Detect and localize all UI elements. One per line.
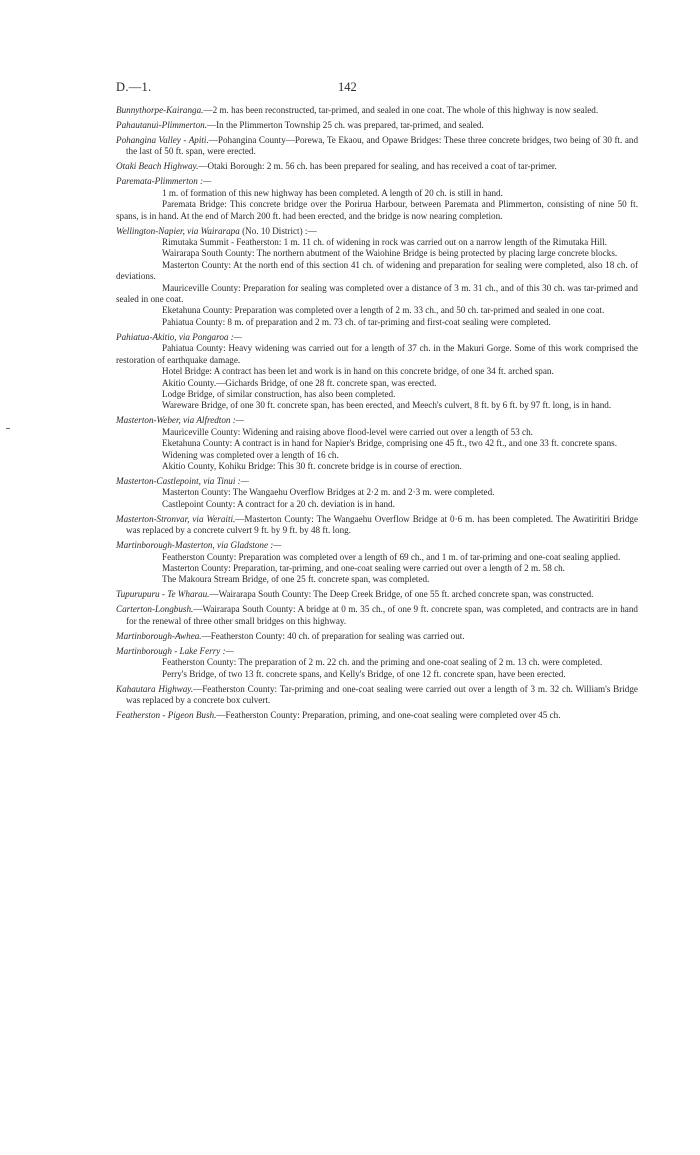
highway-name: Wellington-Napier, via Wairarapa [116, 225, 240, 236]
entry-paragraph: Wairarapa South County: The northern abutment of the Waiohine Bridge is being protected by placing large concrete blocks. [162, 248, 618, 259]
entry-paragraph: Widening was completed over a length of 16 ch. [162, 449, 339, 460]
highway-entry [116, 135, 638, 158]
highway-name: Pohangina Valley - Apiti. [116, 135, 209, 145]
highway-name: Masterton-Weber, via Alfredton :— [116, 415, 244, 426]
entry-heading [116, 604, 638, 627]
entry-paragraph: Wareware Bridge, of one 30 ft. concrete span, has been erected, and Meech's culvert, 8 ft. by 6 ft. by 97 ft. long, is in hand. [162, 400, 612, 411]
entry-paragraph: Akitio County.—Gichards Bridge, of one 28 ft. concrete span, was erected. [162, 377, 437, 388]
entry-heading [116, 135, 638, 158]
entry-paragraph: Castlepoint County: A contract for a 20 ch. deviation is in hand. [162, 498, 395, 509]
entry-paragraph: Pahiatua County: 8 m. of preparation and 2 m. 73 ch. of tar-priming and first-coat sealing were completed. [162, 316, 551, 327]
entry-text: —Wairarapa South County: A bridge at 0 m. 35 ch., of one 9 ft. concrete span, was completed, and contracts are in hand for the renewal of three other small bridges on this highway. [126, 604, 638, 626]
entry-text: —Featherston County: 40 ch. of preparation for sealing was carried out. [201, 630, 465, 641]
entry-text: —In the Plimmerton Township 25 ch. was prepared, tar-primed, and sealed. [207, 120, 484, 130]
highway-name: Bunnythorpe-Kairanga. [116, 105, 204, 115]
entry-paragraph: Featherston County: The preparation of 2 m. 22 ch. and the priming and one-coat sealing of 2 m. 13 ch. were completed. [162, 657, 603, 668]
highway-entry [116, 226, 638, 329]
highway-name: Pahiatua-Akitio, via Pongaroa :— [116, 331, 242, 342]
entry-paragraph: Perry's Bridge, of two 13 ft. concrete spans, and Kelly's Bridge, of one 12 ft. concrete span, have been erected. [162, 668, 566, 679]
entry-heading [116, 226, 638, 237]
entry-heading [116, 161, 638, 172]
entry-text: —Otaki Borough: 2 m. 56 ch. has been prepared for sealing, and has received a coat of tar-primer. [198, 161, 557, 172]
highway-name: Martinborough-Masterton, via Gladstone :— [116, 540, 282, 551]
entry-paragraph: Eketahuna County: A contract is in hand for Napier's Bridge, comprising one 45 ft., two 42 ft., and one 33 ft. concrete spans. [162, 438, 618, 449]
entry-heading [116, 514, 638, 537]
highway-entry [116, 684, 638, 707]
highway-entry [116, 710, 638, 721]
highway-entry [116, 332, 638, 412]
entry-text: —Masterton County: The Wangaehu Overflow Bridge at 0·6 m. has been completed. The Awatiritiri Bridge was replaced by a concrete culvert 9 ft. by 9 ft. by 48 ft. long. [126, 513, 638, 536]
entry-paragraph: Masterton County: Preparation, tar-priming, and one-coat sealing were carried out over a length of 2 m. 58 ch. [162, 562, 565, 573]
highway-entry [116, 540, 638, 586]
highway-name: Featherston - Pigeon Bush. [116, 710, 217, 720]
highway-entry [116, 631, 638, 642]
highway-name: Masterton-Castlepoint, via Tinui :— [116, 475, 249, 486]
entry-heading [116, 540, 638, 551]
highway-entry [116, 120, 638, 131]
entry-paragraph: Featherston County: Preparation was completed over a length of 69 ch., and 1 m. of tar-priming and one-coat sealing applied. [162, 551, 621, 562]
highway-entry [116, 589, 638, 600]
highway-name: Carterton-Longbush. [116, 604, 194, 615]
entry-paragraph: Eketahuna County: Preparation was completed over a length of 2 m. 33 ch., and 50 ch. tar-primed and sealed in one coat. [162, 305, 605, 316]
document-reference: D.—1. [116, 80, 152, 94]
highway-entry [116, 415, 638, 472]
margin-mark [6, 428, 10, 429]
highway-entry [116, 646, 638, 680]
highway-entry [116, 105, 638, 116]
highway-name: Martinborough - Lake Ferry :— [116, 645, 234, 656]
entry-heading [116, 415, 638, 426]
page-number: 142 [338, 80, 357, 94]
entry-heading [116, 332, 638, 343]
highway-entry [116, 176, 638, 222]
highway-entry [116, 604, 638, 627]
entry-heading [116, 710, 638, 721]
entry-heading [116, 646, 638, 657]
highway-name-suffix: (No. 10 District) :— [239, 225, 317, 236]
entry-heading [116, 476, 638, 487]
highway-name: Kahautara Highway. [116, 683, 194, 694]
entry-heading [116, 105, 638, 116]
highway-entry [116, 514, 638, 537]
highway-name: Otaki Beach Highway. [116, 161, 199, 172]
entry-heading [116, 120, 638, 131]
report-body [116, 105, 638, 725]
highway-name: Tupurupuru - Te Wharau. [116, 589, 210, 600]
highway-name: Martinborough-Awhea. [116, 630, 202, 641]
entry-paragraph: Mauriceville County: Preparation for sealing was completed over a distance of 3 m. 31 ch., and of this 30 ch. was tar-primed and sealed in one coat. [116, 282, 638, 305]
entry-paragraph: Hotel Bridge: A contract has been let and work is in hand on this concrete bridge, of one 34 ft. arched span. [162, 366, 554, 377]
entry-paragraph: 1 m. of formation of this new highway has been completed. A length of 20 ch. is still in hand. [162, 187, 503, 198]
highway-name: Pahautanui-Plimmerton. [116, 120, 207, 130]
highway-name: Masterton-Stronvar, via Weraiti. [116, 513, 236, 524]
entry-paragraph: Masterton County: At the north end of this section 41 ch. of widening and preparation for sealing were completed, also 18 ch. of deviations. [116, 259, 638, 282]
highway-entry [116, 161, 638, 172]
entry-text: —Wairarapa South County: The Deep Creek Bridge, of one 55 ft. arched concrete span, was constructed. [209, 589, 594, 600]
entry-paragraph: Lodge Bridge, of similar construction, has also been completed. [162, 388, 396, 399]
highway-name: Paremata-Plimmerton :— [116, 176, 212, 187]
entry-paragraph: Mauriceville County: Widening and raising above flood-level were carried out over a length of 53 ch. [162, 426, 533, 437]
entry-paragraph: Paremata Bridge: This concrete bridge over the Porirua Harbour, between Paremata and Plimmerton, consisting of nine 50 ft. spans, is in hand. At the end of March 200 ft. had been erected, and the bridge is now nearing completion. [116, 199, 638, 221]
entry-text: —Pohangina County—Porewa, Te Ekaou, and Opawe Bridges: These three concrete bridges, two being of 30 ft. and the last of 50 ft. span, were erected. [126, 135, 639, 157]
entry-paragraph: Rimutaka Summit - Featherston: 1 m. 11 ch. of widening in rock was carried out on a narrow length of the Rimutaka Hill. [162, 237, 607, 248]
entry-heading [116, 684, 638, 707]
entry-heading [116, 589, 638, 600]
entry-heading [116, 631, 638, 642]
entry-paragraph: The Makoura Stream Bridge, of one 25 ft. concrete span, was completed. [162, 574, 430, 585]
entry-paragraph: Pahiatua County: Heavy widening was carried out for a length of 37 ch. in the Makuri Gorge. Some of this work comprised the restoration of earthquake damage. [116, 343, 638, 365]
entry-heading [116, 176, 638, 187]
entry-text: —Featherston County: Tar-priming and one-coat sealing were carried out over a length of 3 m. 32 ch. William's Bridge was replaced by a concrete box culvert. [126, 683, 638, 705]
entry-text: —Featherston County: Preparation, priming, and one-coat sealing were completed over 45 ch. [216, 710, 561, 720]
entry-paragraph: Masterton County: The Wangaehu Overflow Bridges at 2·2 m. and 2·3 m. were completed. [162, 487, 495, 498]
entry-text: —2 m. has been reconstructed, tar-primed, and sealed in one coat. The whole of this highway is now sealed. [203, 105, 599, 115]
entry-paragraph: Akitio County, Kohiku Bridge: This 30 ft. concrete bridge is in course of erection. [162, 460, 462, 471]
highway-entry [116, 476, 638, 510]
